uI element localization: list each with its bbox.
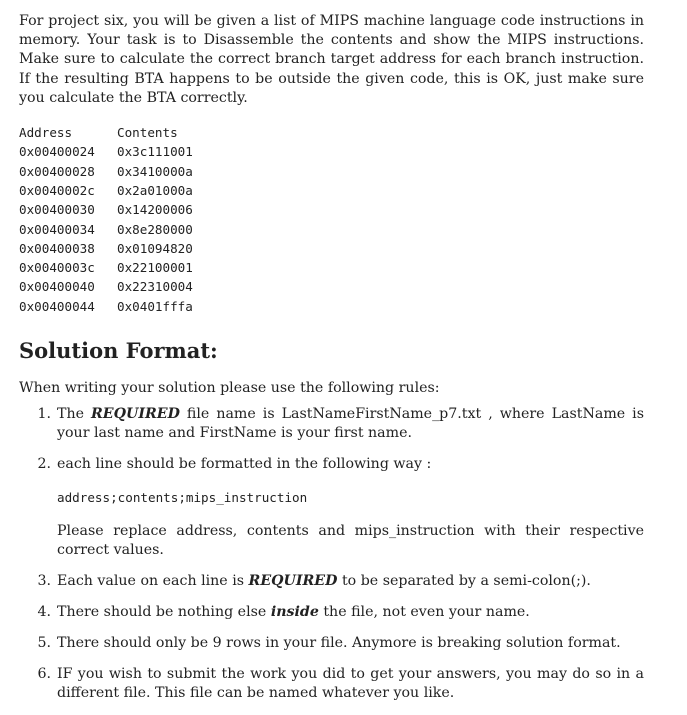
item-text-part: each line should be formatted in the following way : [57, 455, 432, 472]
item-number: 1. [37, 405, 51, 422]
address-cell: 0x00400024 [19, 144, 95, 160]
table-row [19, 200, 644, 219]
contents-cell: 0x3c111001 [117, 144, 193, 160]
item-number: 6. [37, 665, 51, 682]
item-text: There should only be 9 rows in your file. Anymore is breaking solution format. [57, 634, 621, 651]
list-item [19, 603, 644, 622]
address-cell: 0x00400028 [19, 163, 95, 179]
item-number: 3. [37, 572, 51, 589]
contents-cell: 0x2a01000a [117, 182, 193, 198]
list-item [19, 665, 644, 703]
document-page [19, 12, 644, 715]
item-text [57, 405, 644, 443]
contents-cell: 0x22100001 [117, 260, 193, 276]
list-item [19, 405, 644, 443]
address-cell: 0x00400044 [19, 298, 95, 314]
item-text-part: The [57, 405, 92, 422]
solution-lead: When writing your solution please use the following rules: [19, 379, 440, 396]
address-cell: 0x00400034 [19, 221, 95, 237]
item-text-part: to be separated by a semi-colon(;). [337, 572, 591, 589]
header-address: Address [19, 125, 73, 141]
table-row [19, 297, 644, 316]
emphasis-text: REQUIRED [91, 405, 180, 422]
list-item [19, 455, 644, 560]
table-row [19, 277, 644, 296]
memory-table [19, 123, 644, 316]
emphasis-text: REQUIRED [248, 572, 338, 589]
item-number: 2. [37, 455, 51, 472]
item-text [57, 603, 644, 622]
item-text-part: Each value on each line is [57, 572, 249, 589]
table-row [19, 142, 644, 161]
table-row [19, 181, 644, 200]
contents-cell: 0x01094820 [117, 240, 193, 256]
item-text [57, 572, 644, 591]
contents-cell: 0x3410000a [117, 163, 193, 179]
contents-cell: 0x22310004 [117, 279, 193, 295]
table-row [19, 258, 644, 277]
list-item [19, 634, 644, 653]
address-cell: 0x00400038 [19, 240, 95, 256]
item-number: 4. [37, 603, 51, 620]
table-row [19, 220, 644, 239]
contents-cell: 0x14200006 [117, 202, 193, 218]
item-text-part: There should be nothing else [57, 603, 271, 620]
address-cell: 0x0040003c [19, 260, 95, 276]
item-text: IF you wish to submit the work you did to get your answers, you may do so in a different file. This file can be named whatever you like. [57, 665, 644, 701]
emphasis-text: inside [270, 603, 319, 620]
item-number: 5. [37, 634, 51, 651]
address-cell: 0x0040002c [19, 182, 95, 198]
table-header [19, 123, 644, 142]
item-text-part: file name is LastNameFirstName_p7.txt , where LastName is your last name and FirstName is your first name. [57, 405, 644, 441]
rules-list [19, 405, 644, 703]
contents-cell: 0x8e280000 [117, 221, 193, 237]
solution-format-heading: Solution Format: [19, 337, 218, 363]
header-contents: Contents [117, 125, 178, 141]
intro-paragraph: For project six, you will be given a list of MIPS machine language code instructions in memory. Your task is to Disassemble the contents and show the MIPS instructions. Make sure to calculate the correct branch target address for each branch instruction. If the resulting BTA happens to be outside the given code, this is OK, just make sure you calculate the BTA correctly. [19, 13, 644, 106]
address-cell: 0x00400040 [19, 279, 95, 295]
format-code: address;contents;mips_instruction [57, 489, 308, 505]
item-text [57, 455, 644, 560]
item-note: Please replace address, contents and mips_instruction with their respective correct values. [57, 522, 644, 558]
address-cell: 0x00400030 [19, 202, 95, 218]
table-row [19, 162, 644, 181]
list-item [19, 572, 644, 591]
table-row [19, 239, 644, 258]
item-text-part: the file, not even your name. [318, 603, 530, 620]
contents-cell: 0x0401fffa [117, 298, 193, 314]
